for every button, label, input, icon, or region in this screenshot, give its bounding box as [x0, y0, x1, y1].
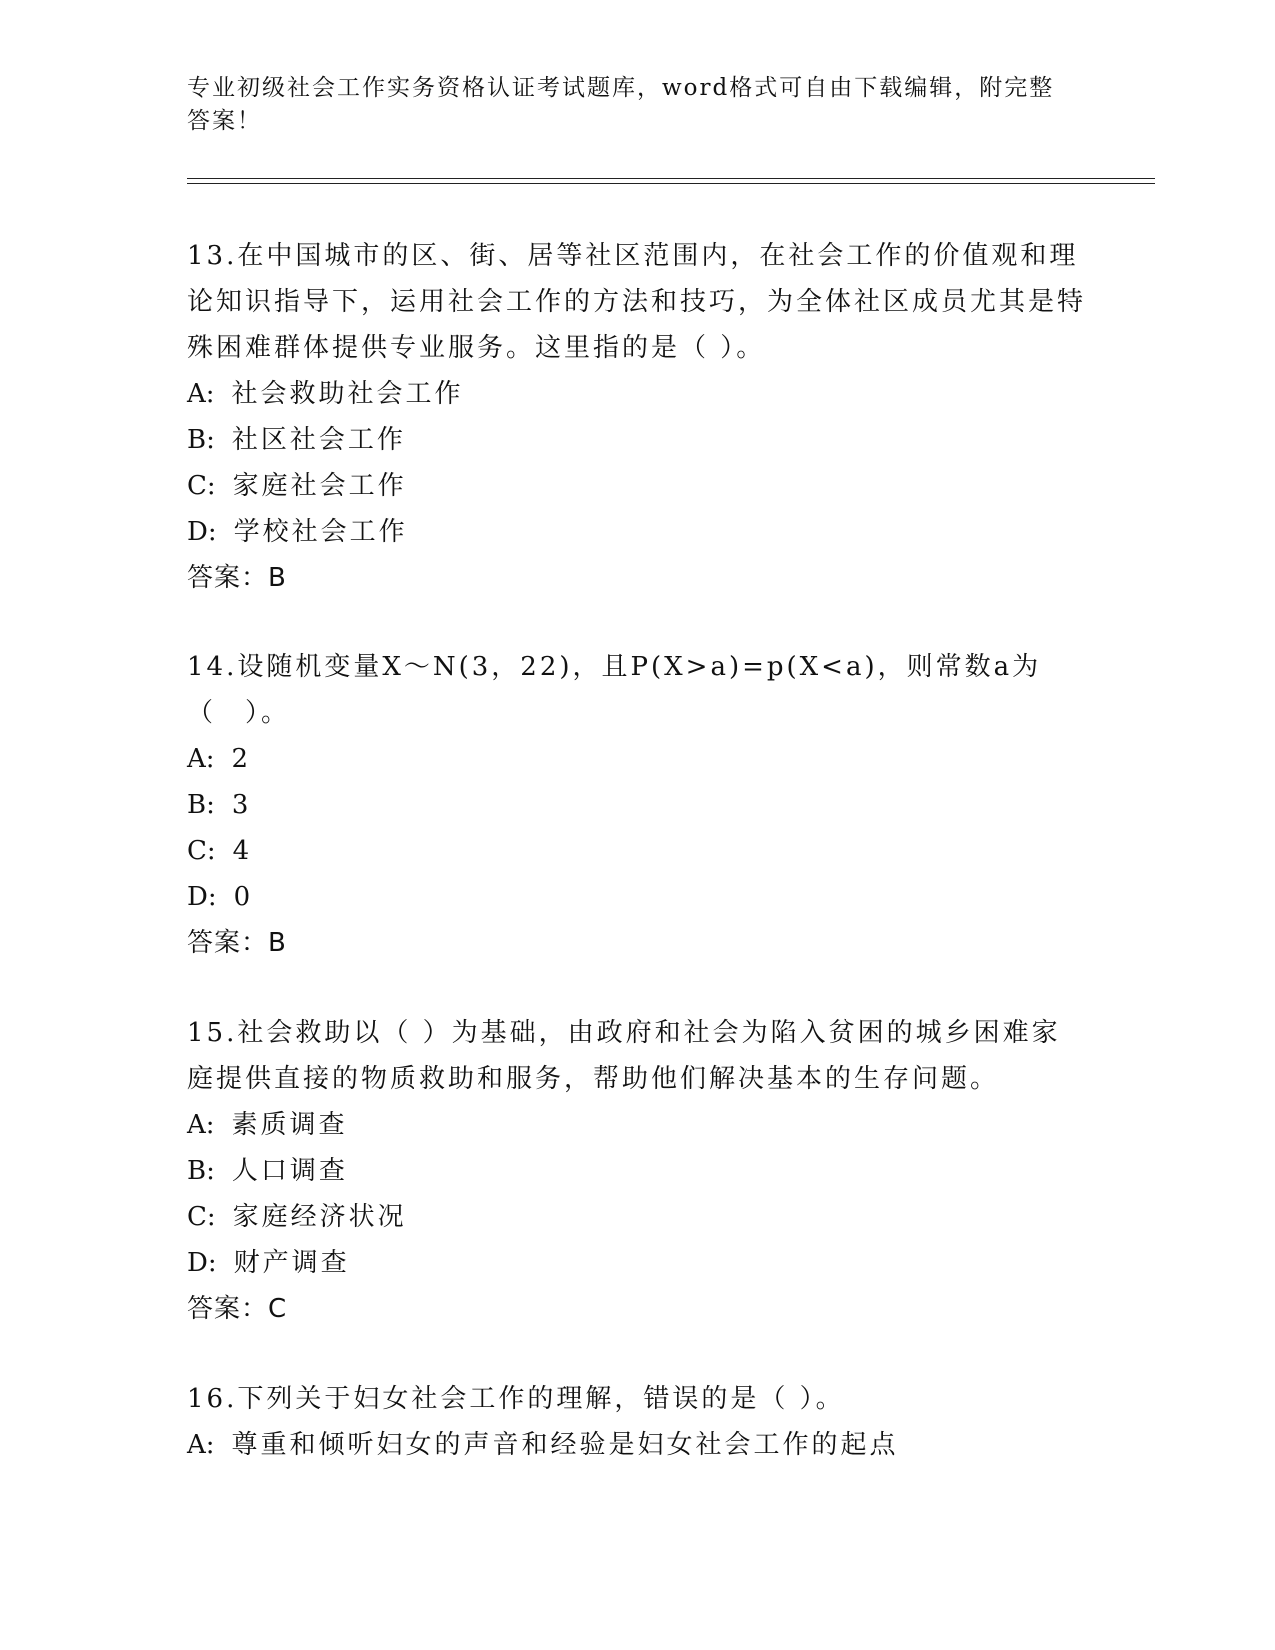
option-text: 3 [231, 790, 252, 820]
option-text: 家庭经济状况 [232, 1202, 407, 1232]
question-stem: 16.下列关于妇女社会工作的理解，错误的是（ ）。 [187, 1384, 845, 1414]
option-separator: : [206, 836, 219, 866]
option-text: 财产调查 [233, 1248, 350, 1278]
option-text: 社区社会工作 [231, 425, 406, 455]
answer: 答案：B [187, 563, 287, 593]
option-separator: : [206, 1156, 218, 1186]
option-separator: : [206, 790, 218, 820]
option-separator: : [206, 1202, 219, 1232]
option-b [187, 1148, 1087, 1194]
option-b [187, 417, 1087, 463]
option-text: 家庭社会工作 [232, 471, 407, 501]
option-letter: C [187, 836, 207, 866]
option-letter: C [187, 471, 207, 501]
question-13 [187, 233, 1087, 601]
option-letter: A [187, 1430, 206, 1460]
option-separator: : [206, 471, 219, 501]
option-separator: : [205, 379, 218, 409]
option-a [187, 1102, 1087, 1148]
option-c [187, 1194, 1087, 1240]
header-divider-top [187, 178, 1155, 179]
option-letter: A [187, 379, 206, 409]
option-c [187, 828, 1087, 874]
option-a [187, 736, 1087, 782]
question-14 [187, 644, 1087, 966]
question-stem: 13.在中国城市的区、街、居等社区范围内，在社会工作的价值观和理论知识指导下，运用社会工作的方法和技巧，为全体社区成员尤其是特殊困难群体提供专业服务。这里指的是（ ）。 [187, 241, 1087, 363]
option-c [187, 463, 1087, 509]
option-letter: B [187, 1156, 207, 1186]
option-separator: : [205, 1430, 218, 1460]
option-letter: D [187, 1248, 208, 1278]
option-separator: : [207, 1248, 220, 1278]
option-letter: D [187, 517, 208, 547]
document-header [187, 72, 1072, 138]
option-text: 人口调查 [231, 1156, 348, 1186]
option-separator: : [205, 1110, 218, 1140]
option-text: 素质调查 [231, 1110, 348, 1140]
option-b [187, 782, 1087, 828]
option-letter: B [187, 425, 207, 455]
option-a [187, 1422, 1087, 1468]
header-text: 专业初级社会工作实务资格认证考试题库，word格式可自由下载编辑，附完整答案！ [187, 75, 1055, 134]
answer: 答案：C [187, 1294, 288, 1324]
option-separator: : [206, 425, 218, 455]
option-d [187, 874, 1087, 920]
question-stem: 14.设随机变量X～N(3，22)，且P(X>a)=p(X<a)，则常数a为（ ）。 [187, 652, 1042, 728]
option-letter: C [187, 1202, 207, 1232]
option-text: 2 [231, 744, 252, 774]
option-separator: : [205, 744, 218, 774]
option-letter: B [187, 790, 207, 820]
option-separator: : [207, 517, 220, 547]
question-15 [187, 1010, 1087, 1332]
option-text: 学校社会工作 [233, 517, 408, 547]
option-d [187, 509, 1087, 555]
option-separator: : [207, 882, 220, 912]
option-text: 0 [233, 882, 254, 912]
header-divider-bottom [187, 183, 1155, 184]
answer: 答案：B [187, 928, 287, 958]
option-a [187, 371, 1087, 417]
option-letter: A [187, 744, 206, 774]
question-16 [187, 1376, 1087, 1468]
option-text: 社会救助社会工作 [231, 379, 464, 409]
option-d [187, 1240, 1087, 1286]
option-text: 尊重和倾听妇女的声音和经验是妇女社会工作的起点 [231, 1430, 899, 1460]
question-stem: 15.社会救助以（ ）为基础，由政府和社会为陷入贫困的城乡困难家庭提供直接的物质救助和服务，帮助他们解决基本的生存问题。 [187, 1018, 1061, 1094]
option-letter: D [187, 882, 208, 912]
option-text: 4 [232, 836, 253, 866]
option-letter: A [187, 1110, 206, 1140]
